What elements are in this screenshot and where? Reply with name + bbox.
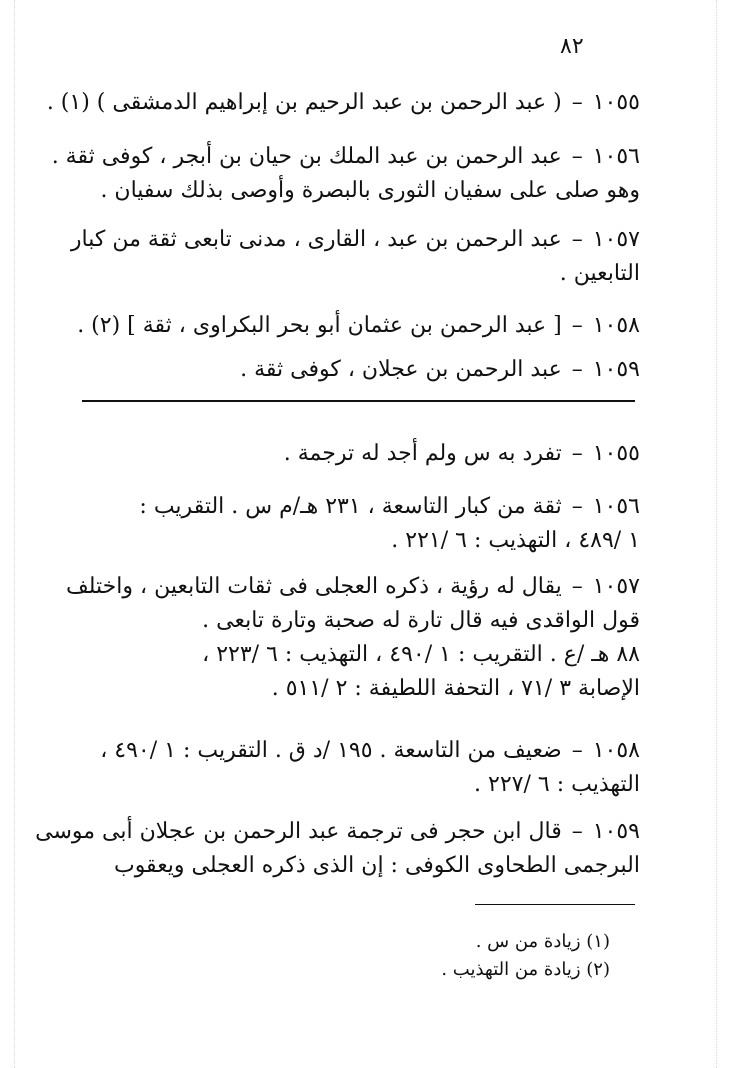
note-number: ١٠٥٥ [592, 441, 640, 466]
note-line: البرجمى الطحاوى الكوفى : إن الذى ذكره العجلى ويعقوب [113, 853, 640, 878]
note-1057: يقال له رؤية ، ذكره العجلى فى ثقات التابعين ، واختلف – ١٠٥٧ قول الواقدى فيه قال تارة له صحبة وتارة تابعى . ٨٨ هـ /ع . التقريب : ١ /٤٩٠ ، التهذيب : ٦ /٢٢٣ ، الإصابة ٣ /٧١ ، التحفة اللطيفة : ٢ /٥١١ . [100, 570, 640, 706]
page-number: ٨٢ [560, 34, 584, 59]
entry-line: [ عبد الرحمن بن عثمان أبو بحر البكراوى ، ثقة ] (٢) . [77, 313, 562, 338]
entry-line: عبد الرحمن بن عجلان ، كوفى ثقة . [240, 357, 562, 382]
entry-number: ١٠٥٩ [592, 357, 640, 382]
entry-number: ١٠٥٨ [592, 313, 640, 338]
footnote-2: (٢) زيادة من التهذيب . [441, 959, 610, 980]
entry-1059: عبد الرحمن بن عجلان ، كوفى ثقة . – ١٠٥٩ [100, 353, 640, 387]
entry-number: ١٠٥٦ [592, 144, 640, 169]
margin-guide-left [14, 0, 15, 1068]
note-line: ٨٨ هـ /ع . التقريب : ١ /٤٩٠ ، التهذيب : ٦ /٢٢٣ ، [202, 642, 640, 667]
note-line: التهذيب : ٦ /٢٢٧ . [474, 772, 640, 797]
footnote-divider [475, 904, 635, 905]
note-1058: ضعيف من التاسعة . ١٩٥ /د ق . التقريب : ١ /٤٩٠ ، – ١٠٥٨ التهذيب : ٦ /٢٢٧ . [100, 734, 640, 802]
entry-line: التابعين . [559, 261, 640, 286]
entry-1058: [ عبد الرحمن بن عثمان أبو بحر البكراوى ، ثقة ] (٢) . – ١٠٥٨ [100, 309, 640, 343]
note-number: ١٠٥٩ [592, 819, 640, 844]
note-1059: قال ابن حجر فى ترجمة عبد الرحمن بن عجلان أبى موسى – ١٠٥٩ البرجمى الطحاوى الكوفى : إن الذى ذكره العجلى ويعقوب [100, 815, 640, 883]
note-line: تفرد به س ولم أجد له ترجمة . [283, 441, 562, 466]
note-line: ثقة من كبار التاسعة ، ٢٣١ هـ/م س . التقريب : [139, 494, 562, 519]
note-line: الإصابة ٣ /٧١ ، التحفة اللطيفة : ٢ /٥١١ . [271, 676, 640, 701]
note-line: يقال له رؤية ، ذكره العجلى فى ثقات التابعين ، واختلف [65, 574, 562, 599]
note-number: ١٠٥٨ [592, 738, 640, 763]
note-1055: تفرد به س ولم أجد له ترجمة . – ١٠٥٥ [100, 437, 640, 471]
entry-line: عبد الرحمن بن عبد ، القارى ، مدنى تابعى ثقة من كبار [70, 227, 562, 252]
entry-1057: عبد الرحمن بن عبد ، القارى ، مدنى تابعى ثقة من كبار – ١٠٥٧ التابعين . [100, 223, 640, 291]
entry-number: ١٠٥٧ [592, 227, 640, 252]
entry-line: ( عبد الرحمن بن عبد الرحيم بن إبراهيم الدمشقى ) (١) . [46, 90, 562, 115]
entry-line: وهو صلى على سفيان الثورى بالبصرة وأوصى بذلك سفيان . [100, 178, 640, 203]
note-line: قال ابن حجر فى ترجمة عبد الرحمن بن عجلان أبى موسى [35, 819, 562, 844]
margin-guide-right [716, 0, 717, 1068]
note-number: ١٠٥٧ [592, 574, 640, 599]
entry-1056: عبد الرحمن بن عبد الملك بن حيان بن أبجر ، كوفى ثقة . – ١٠٥٦ وهو صلى على سفيان الثورى بالبصرة وأوصى بذلك سفيان . [100, 140, 640, 208]
footnote-1: (١) زيادة من س . [475, 931, 610, 952]
note-number: ١٠٥٦ [592, 494, 640, 519]
entry-number: ١٠٥٥ [592, 90, 640, 115]
entry-line: عبد الرحمن بن عبد الملك بن حيان بن أبجر ، كوفى ثقة . [51, 144, 562, 169]
note-line: قول الواقدى فيه قال تارة له صحبة وتارة تابعى . [202, 608, 640, 633]
entry-1055: ( عبد الرحمن بن عبد الرحيم بن إبراهيم الدمشقى ) (١) . – ١٠٥٥ [100, 86, 640, 120]
note-line: ضعيف من التاسعة . ١٩٥ /د ق . التقريب : ١ /٤٩٠ ، [100, 738, 562, 763]
note-1056: ثقة من كبار التاسعة ، ٢٣١ هـ/م س . التقريب : – ١٠٥٦ ١ /٤٨٩ ، التهذيب : ٦ /٢٢١ . [100, 490, 640, 558]
note-line: ١ /٤٨٩ ، التهذيب : ٦ /٢٢١ . [391, 528, 640, 553]
section-divider [82, 400, 635, 402]
